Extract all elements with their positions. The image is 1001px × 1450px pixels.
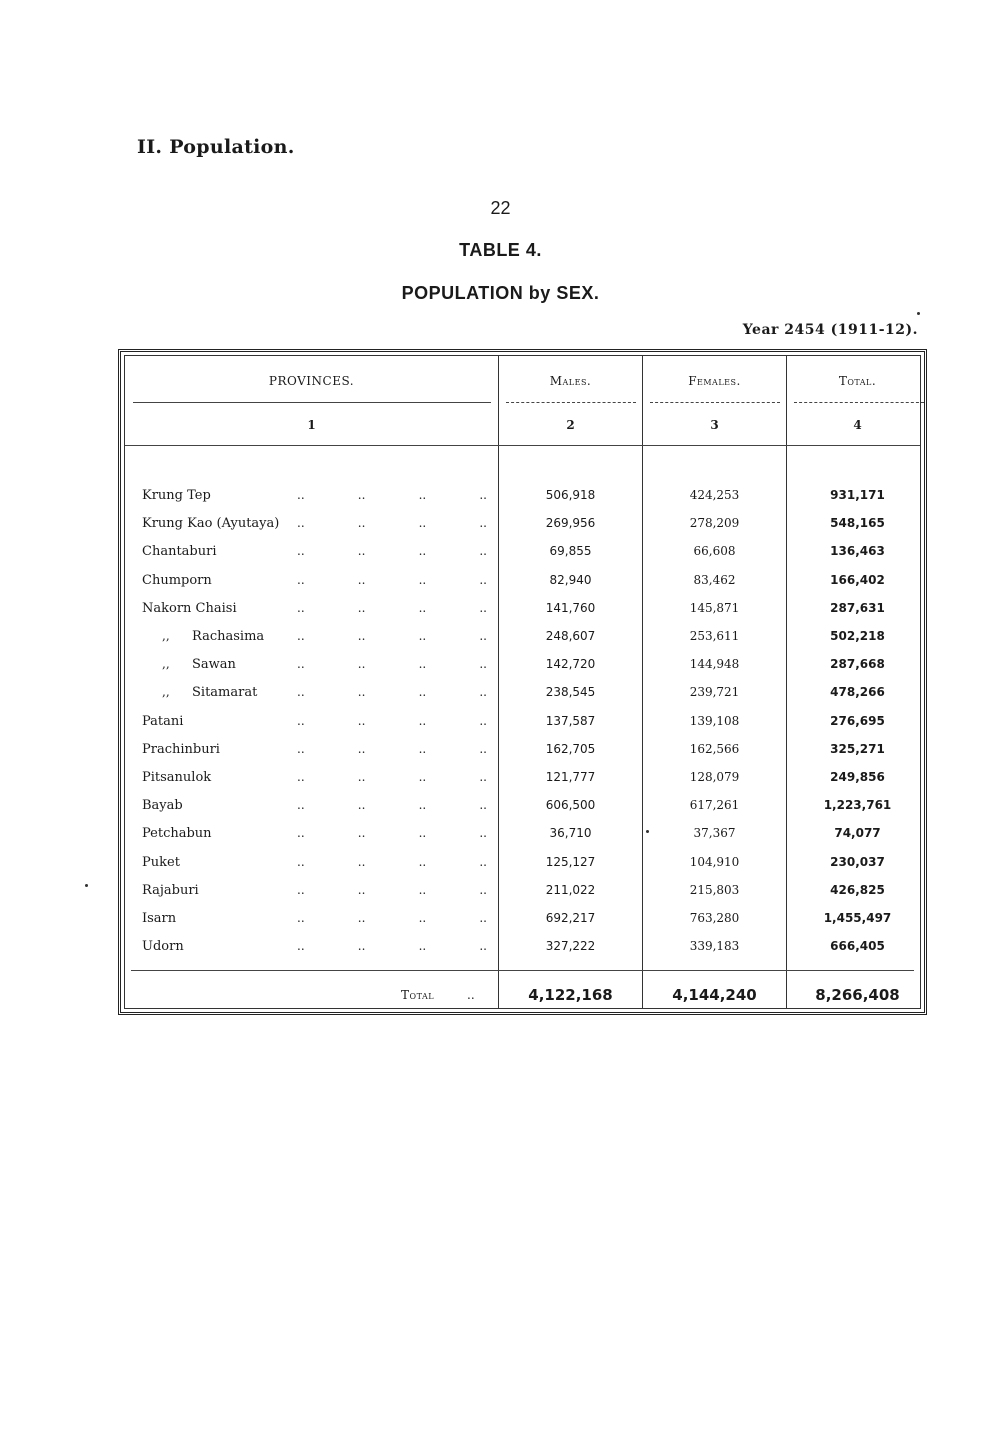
leader-dot: .. — [297, 685, 305, 700]
leader-dot: .. — [357, 882, 366, 897]
leader-dot: .. — [297, 939, 305, 954]
leader-dot: .. — [479, 713, 487, 728]
leader-dot: .. — [357, 572, 366, 587]
leader-dot: .. — [418, 629, 427, 643]
province-name: Rachasima — [192, 629, 265, 644]
province-name: Sawan — [192, 657, 236, 673]
province-name: Bayab — [142, 798, 183, 814]
ditto-mark: ,, — [162, 629, 170, 643]
header-rule — [650, 402, 780, 403]
total-value: 325,271 — [830, 741, 885, 756]
males-value: 162,705 — [545, 741, 596, 756]
table-row — [125, 939, 920, 967]
header-provinces: PROVINCES. — [268, 374, 355, 388]
females-value: 278,209 — [689, 516, 740, 531]
males-value: 248,607 — [545, 629, 596, 643]
females-value: 83,462 — [693, 572, 736, 587]
leader-dots — [297, 855, 487, 869]
column-number: 2 — [566, 418, 575, 432]
leader-dot: .. — [418, 770, 427, 784]
leader-dot: .. — [479, 854, 487, 869]
females-value: 66,608 — [693, 544, 736, 559]
ditto-mark: ,, — [162, 685, 170, 700]
total-value: 287,668 — [830, 657, 885, 672]
total-value: 502,218 — [830, 629, 885, 643]
leader-dot: .. — [479, 657, 487, 672]
leader-dot: .. — [297, 600, 305, 615]
table-row — [125, 488, 920, 516]
province-name: Sitamarat — [192, 685, 258, 701]
leader-dots — [297, 883, 487, 897]
leader-dots — [297, 770, 487, 784]
total-value: 136,463 — [830, 544, 885, 559]
total-value: 1,223,761 — [823, 798, 892, 813]
males-value: 506,918 — [545, 488, 596, 502]
leader-dot: .. — [418, 854, 427, 869]
leader-dot: .. — [418, 488, 427, 502]
header-total: Total. — [838, 374, 877, 388]
total-value: 74,077 — [834, 826, 881, 841]
leader-dot: .. — [297, 544, 305, 559]
totals-total: 8,266,408 — [815, 986, 900, 1004]
leader-dot: .. — [297, 826, 305, 841]
leader-dots — [297, 601, 487, 615]
leader-dot: .. — [297, 854, 305, 869]
totals-row — [125, 984, 920, 1012]
males-value: 125,127 — [545, 854, 596, 869]
table-row — [125, 516, 920, 544]
table-row — [125, 855, 920, 883]
header-bottom-rule — [125, 445, 920, 446]
table-row — [125, 742, 920, 770]
table-row — [125, 573, 920, 601]
leader-dots — [297, 657, 487, 671]
females-value: 763,280 — [689, 911, 740, 925]
leader-dot: .. — [357, 629, 366, 643]
header-rule — [794, 402, 924, 403]
province-name: Prachinburi — [142, 741, 220, 757]
total-value: 230,037 — [830, 854, 885, 869]
table-row — [125, 601, 920, 629]
leader-dot: .. — [479, 911, 487, 925]
males-value: 327,222 — [545, 939, 596, 954]
leader-dot: .. — [297, 516, 305, 531]
table-row — [125, 883, 920, 911]
females-value: 253,611 — [689, 629, 740, 643]
males-value: 142,720 — [545, 657, 596, 672]
table-row — [125, 629, 920, 657]
females-value: 424,253 — [689, 488, 740, 502]
leader-dot: .. — [418, 657, 427, 672]
leader-dots — [297, 911, 487, 925]
males-value: 137,587 — [545, 713, 596, 728]
totals-label: Total — [401, 988, 435, 1002]
leader-dot: .. — [357, 939, 366, 954]
males-value: 606,500 — [545, 798, 596, 813]
males-value: 36,710 — [549, 826, 592, 841]
print-speck — [917, 312, 920, 315]
header-rule — [133, 402, 491, 403]
males-value: 141,760 — [545, 600, 596, 615]
leader-dot: .. — [479, 544, 487, 559]
province-name: Udorn — [142, 939, 184, 955]
males-value: 69,855 — [549, 544, 592, 559]
leader-dot: .. — [297, 798, 305, 813]
leader-dot: .. — [357, 826, 366, 841]
leader-dot: .. — [479, 629, 487, 643]
total-value: 666,405 — [830, 939, 885, 954]
males-value: 82,940 — [549, 572, 592, 587]
males-value: 121,777 — [545, 770, 596, 784]
leader-dot: .. — [418, 600, 427, 615]
leader-dot: .. — [418, 544, 427, 559]
leader-dot: .. — [357, 713, 366, 728]
totals-females: 4,144,240 — [672, 986, 757, 1004]
leader-dot: .. — [297, 488, 305, 502]
leader-dot: .. — [297, 713, 305, 728]
leader-dot: .. — [357, 854, 366, 869]
leader-dot: .. — [418, 826, 427, 841]
females-value: 215,803 — [689, 882, 740, 897]
province-name: Pitsanulok — [142, 770, 212, 785]
females-value: 162,566 — [689, 741, 740, 756]
print-speck — [85, 884, 88, 887]
total-value: 426,825 — [830, 882, 885, 897]
leader-dot: .. — [479, 488, 487, 502]
leader-dots — [297, 742, 487, 756]
totals-rule — [131, 970, 914, 971]
header-rule — [506, 402, 636, 403]
leader-dot: .. — [357, 798, 366, 813]
leader-dot: .. — [479, 516, 487, 531]
total-value: 478,266 — [830, 685, 885, 700]
leader-dot: .. — [479, 600, 487, 615]
leader-dot: .. — [297, 882, 305, 897]
section-title: II. Population. — [137, 136, 295, 158]
header-females: Females. — [688, 374, 741, 388]
leader-dots — [297, 798, 487, 812]
leader-dot: .. — [357, 544, 366, 559]
page-number: 22 — [490, 198, 511, 218]
province-name: Puket — [142, 854, 180, 870]
table-row — [125, 826, 920, 854]
leader-dots — [297, 488, 487, 502]
females-value: 139,108 — [689, 713, 740, 728]
province-name: Krung Kao (Ayutaya) — [142, 516, 280, 532]
females-value: 339,183 — [689, 939, 740, 954]
leader-dot: .. — [479, 882, 487, 897]
table-row — [125, 798, 920, 826]
table-row — [125, 770, 920, 798]
leader-dot: .. — [357, 600, 366, 615]
leader-dot: .. — [479, 572, 487, 587]
leader-dots — [297, 939, 487, 953]
column-number: 1 — [307, 418, 316, 432]
leader-dots — [297, 826, 487, 840]
total-value: 548,165 — [830, 516, 885, 531]
leader-dots — [297, 714, 487, 728]
province-name: Petchabun — [142, 826, 212, 842]
totals-leader-dots: .. — [467, 988, 475, 1002]
province-name: Rajaburi — [142, 882, 199, 898]
leader-dot: .. — [418, 572, 427, 587]
table-row — [125, 544, 920, 572]
total-value: 166,402 — [830, 572, 885, 587]
total-value: 276,695 — [830, 713, 885, 728]
leader-dot: .. — [418, 713, 427, 728]
table-body — [124, 355, 921, 1009]
females-value: 145,871 — [689, 600, 740, 615]
leader-dots — [297, 544, 487, 558]
leader-dot: .. — [297, 572, 305, 587]
leader-dots — [297, 685, 487, 699]
leader-dot: .. — [297, 657, 305, 672]
print-speck — [646, 830, 649, 833]
column-number: 3 — [710, 418, 719, 432]
table-subtitle: POPULATION by SEX. — [401, 283, 600, 303]
province-name: Chumporn — [142, 572, 212, 588]
leader-dot: .. — [479, 939, 487, 954]
leader-dot: .. — [297, 911, 305, 925]
leader-dot: .. — [479, 798, 487, 813]
table-row — [125, 714, 920, 742]
leader-dot: .. — [418, 939, 427, 954]
females-value: 617,261 — [689, 798, 740, 813]
females-value: 37,367 — [693, 826, 736, 841]
leader-dots — [297, 516, 487, 530]
leader-dot: .. — [418, 516, 427, 531]
province-name: Chantaburi — [142, 544, 217, 560]
females-value: 104,910 — [689, 854, 740, 869]
males-value: 238,545 — [545, 685, 596, 700]
year-label: Year 2454 (1911-12). — [742, 322, 918, 338]
leader-dots — [297, 629, 487, 643]
males-value: 211,022 — [545, 882, 596, 897]
leader-dot: .. — [297, 629, 305, 643]
province-name: Krung Tep — [142, 488, 211, 503]
total-value: 287,631 — [830, 600, 885, 615]
leader-dot: .. — [357, 488, 366, 502]
total-value: 1,455,497 — [823, 911, 892, 925]
table-title: TABLE 4. — [459, 240, 542, 260]
leader-dot: .. — [418, 741, 427, 756]
males-value: 269,956 — [545, 516, 596, 531]
leader-dot: .. — [479, 741, 487, 756]
province-name: Nakorn Chaisi — [142, 600, 237, 616]
province-name: Patani — [142, 713, 184, 729]
total-value: 249,856 — [830, 770, 885, 784]
leader-dot: .. — [357, 741, 366, 756]
leader-dot: .. — [357, 516, 366, 531]
leader-dot: .. — [418, 911, 427, 925]
table-row — [125, 657, 920, 685]
population-table — [118, 349, 927, 1015]
leader-dot: .. — [297, 741, 305, 756]
total-value: 931,171 — [830, 488, 885, 502]
females-value: 239,721 — [689, 685, 740, 700]
totals-males: 4,122,168 — [528, 986, 613, 1004]
females-value: 144,948 — [689, 657, 740, 672]
leader-dot: .. — [297, 770, 305, 784]
leader-dot: .. — [418, 685, 427, 700]
table-row — [125, 685, 920, 713]
header-males: Males. — [549, 374, 592, 388]
leader-dot: .. — [479, 685, 487, 700]
leader-dot: .. — [479, 826, 487, 841]
leader-dot: .. — [418, 798, 427, 813]
leader-dot: .. — [357, 770, 366, 784]
leader-dot: .. — [357, 911, 366, 925]
ditto-mark: ,, — [162, 657, 170, 672]
females-value: 128,079 — [689, 770, 740, 784]
leader-dot: .. — [357, 685, 366, 700]
leader-dot: .. — [479, 770, 487, 784]
leader-dot: .. — [418, 882, 427, 897]
table-row — [125, 911, 920, 939]
leader-dot: .. — [357, 657, 366, 672]
males-value: 692,217 — [545, 911, 596, 925]
column-number: 4 — [853, 418, 862, 432]
leader-dots — [297, 573, 487, 587]
province-name: Isarn — [142, 911, 177, 926]
